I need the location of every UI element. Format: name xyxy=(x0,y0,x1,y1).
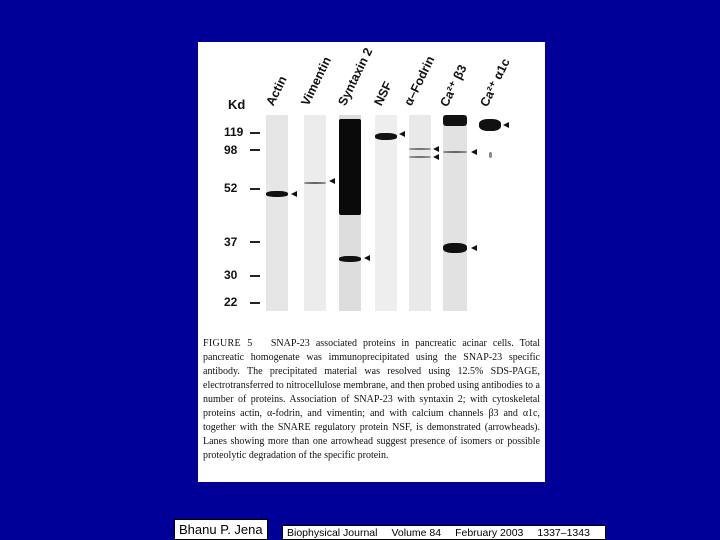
arrowhead-icon xyxy=(471,149,477,155)
figure-caption xyxy=(203,337,540,463)
blot-lane-syntaxin2 xyxy=(339,115,361,311)
marker-tick xyxy=(250,275,260,277)
protein-band-smear xyxy=(339,119,361,215)
blot-lane-ca-a1c xyxy=(479,115,501,311)
protein-band xyxy=(339,256,361,262)
citation-box xyxy=(282,525,606,540)
blot-lane-ca-b3 xyxy=(443,115,467,311)
protein-band xyxy=(443,151,467,153)
marker-label-52: 52 xyxy=(224,181,238,195)
protein-band xyxy=(266,191,288,197)
marker-label-119: 119 xyxy=(224,125,244,139)
lane-label-actin: Actin xyxy=(263,73,290,108)
protein-band xyxy=(304,182,326,184)
protein-band xyxy=(375,133,397,140)
journal-date: February 2003 xyxy=(455,527,524,539)
marker-label-98: 98 xyxy=(224,143,238,157)
kd-axis-title: Kd xyxy=(228,97,246,112)
caption-text: SNAP-23 associated proteins in pancreatic acinar cells. Total pancreatic homogenate was immunoprecipitated using the SNAP-23 specific antibody. The precipitated material was resolved using 12.5% SDS-PAGE, electrotransferred to nitrocellulose membrane, and then probed using antibodies to a number of proteins. Association of SNAP-23 with syntaxin 2; with cytoskeletal proteins actin, α-fodrin, and vimentin; and with calcium channels β3 and α1c, together with the SNARE regulatory protein NSF, is demonstrated (arrowheads). Lanes showing more than one arrowhead suggest presence of isomers or possible proteolytic degradation of the specific protein. xyxy=(203,338,541,461)
protein-band xyxy=(479,119,501,131)
lane-label-fodrin: α–Fodrin xyxy=(401,53,438,108)
lane-label-syntaxin2: Syntaxin 2 xyxy=(335,45,376,108)
marker-label-37: 37 xyxy=(224,235,238,249)
lane-label-nsf: NSF xyxy=(371,79,395,108)
figure-panel xyxy=(198,42,545,482)
blot-lane-actin xyxy=(266,115,288,311)
caption-label: FIGURE 5 xyxy=(203,338,253,349)
marker-label-22: 22 xyxy=(224,295,238,309)
journal-name: Biophysical Journal xyxy=(287,527,378,539)
author-name: Bhanu P. Jena xyxy=(174,519,268,540)
protein-band xyxy=(409,148,431,150)
marker-tick xyxy=(250,132,260,134)
protein-band xyxy=(443,243,467,253)
marker-tick xyxy=(250,149,260,151)
marker-tick xyxy=(250,188,260,190)
arrowhead-icon xyxy=(364,255,370,261)
arrowhead-icon xyxy=(291,191,297,197)
arrowhead-icon xyxy=(399,131,405,137)
blot-lane-nsf xyxy=(375,115,397,311)
journal-volume: Volume 84 xyxy=(391,527,442,539)
protein-band xyxy=(409,156,431,158)
marker-tick xyxy=(250,302,260,304)
arrowhead-icon xyxy=(433,146,439,152)
arrowhead-icon xyxy=(329,178,335,184)
protein-band xyxy=(443,115,467,126)
marker-label-30: 30 xyxy=(224,268,238,282)
protein-band xyxy=(489,152,492,158)
lane-label-vimentin: Vimentin xyxy=(298,54,335,108)
arrowhead-icon xyxy=(471,245,477,251)
arrowhead-icon xyxy=(503,122,509,128)
lane-label-ca-a1c: Ca²⁺ α1c xyxy=(477,56,513,109)
blot-lane-fodrin xyxy=(409,115,431,311)
marker-tick xyxy=(250,241,260,243)
blot-lane-vimentin xyxy=(304,115,326,311)
arrowhead-icon xyxy=(433,154,439,160)
journal-pages: 1337–1343 xyxy=(537,527,590,539)
lane-label-ca-b3: Ca²⁺ β3 xyxy=(437,62,470,109)
